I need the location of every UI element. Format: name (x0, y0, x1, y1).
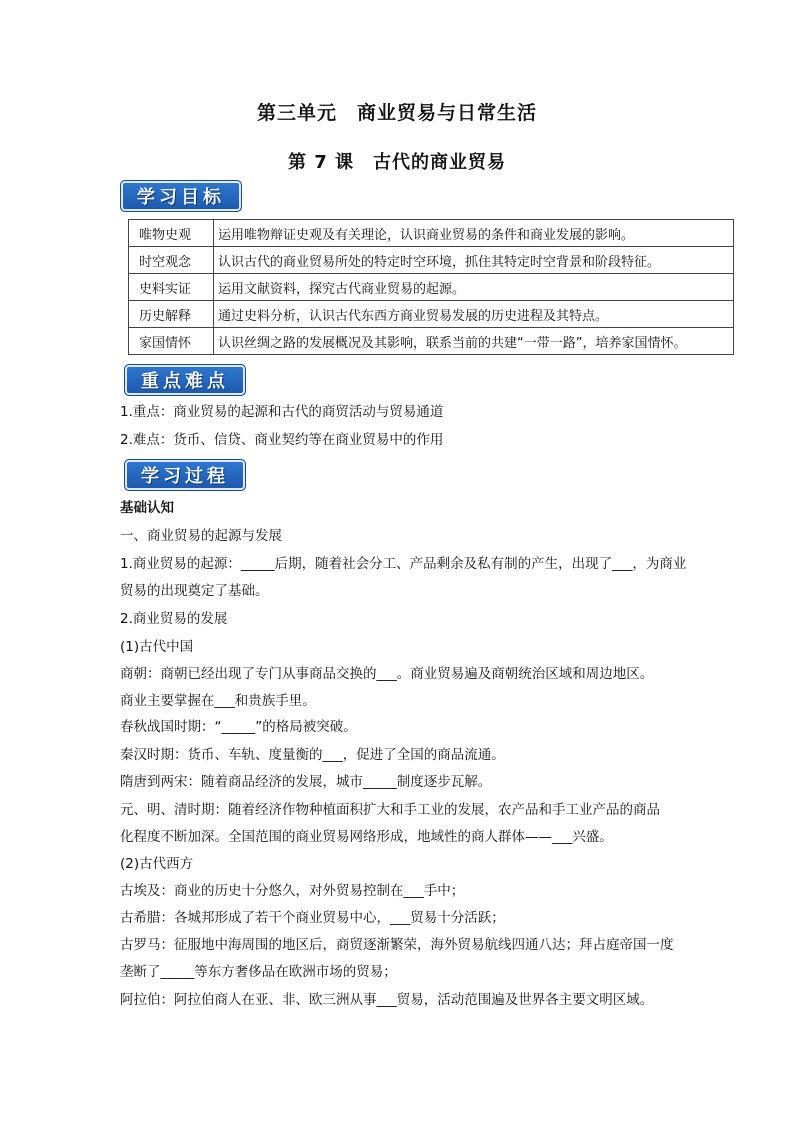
table-key: 历史解释 (129, 301, 214, 328)
section-heading: 基础认知 (120, 500, 174, 516)
key-point-1: 1.重点：商业贸易的起源和古代的商贸活动与贸易通道 (120, 404, 444, 420)
table-value: 运用文献资料，探究古代商业贸易的起源。 (214, 274, 734, 301)
table-key: 家国情怀 (129, 328, 214, 355)
body-line: 商朝：商朝已经出现了专门从事商品交换的___。商业贸易遍及商朝统治区域和周边地区。 (120, 666, 654, 682)
body-line: 隋唐到两宋：随着商品经济的发展，城市_____制度逐步瓦解。 (120, 774, 492, 790)
body-line: 秦汉时期：货币、车轨、度量衡的___，促进了全国的商品流通。 (120, 747, 505, 763)
table-value: 通过史料分析，认识古代东西方商业贸易发展的历史进程及其特点。 (214, 301, 734, 328)
body-line: 古埃及：商业的历史十分悠久，对外贸易控制在___手中； (120, 883, 465, 899)
body-line: 元、明、清时期：随着经济作物种植面积扩大和手工业的发展，农产品和手工业产品的商品 (120, 802, 660, 818)
table-key: 史料实证 (129, 274, 214, 301)
table-row (129, 247, 734, 274)
key-points-badge: 重点难点 (124, 364, 246, 396)
table-value: 认识丝绸之路的发展概况及其影响，联系当前的共建“一带一路”，培养家国情怀。 (214, 328, 734, 355)
body-line: 1.商业贸易的起源：_____后期，随着社会分工、产品剩余及私有制的产生，出现了___，为商业 (120, 556, 687, 572)
body-line: 化程度不断加深。全国范围的商业贸易网络形成，地域性的商人群体——___兴盛。 (120, 829, 613, 845)
lesson-title: 第 7 课 古代的商业贸易 (287, 152, 507, 173)
process-badge: 学习过程 (124, 459, 246, 491)
table-value: 认识古代的商业贸易所处的特定时空环境，抓住其特定时空背景和阶段特征。 (214, 247, 734, 274)
body-line: 2.商业贸易的发展 (120, 611, 228, 627)
body-line: 阿拉伯：阿拉伯商人在亚、非、欧三洲从事___贸易，活动范围遍及世界各主要文明区域。 (120, 992, 654, 1008)
table-key: 时空观念 (129, 247, 214, 274)
table-row (129, 274, 734, 301)
table-row (129, 220, 734, 247)
unit-title: 第三单元 商业贸易与日常生活 (256, 102, 537, 124)
body-line: (2)古代西方 (120, 856, 194, 872)
table-key: 唯物史观 (129, 220, 214, 247)
table-row (129, 301, 734, 328)
objectives-table (128, 219, 734, 355)
body-line: 垄断了_____等东方奢侈品在欧洲市场的贸易； (120, 964, 397, 980)
key-point-2: 2.难点：货币、信贷、商业契约等在商业贸易中的作用 (120, 432, 444, 448)
table-row (129, 328, 734, 355)
body-line: 春秋战国时期：“_____”的格局被突破。 (120, 719, 357, 735)
body-line: (1)古代中国 (120, 639, 194, 655)
objectives-badge: 学习目标 (120, 180, 242, 212)
body-line: 古希腊：各城邦形成了若干个商业贸易中心，___贸易十分活跃； (120, 910, 505, 926)
table-value: 运用唯物辩证史观及有关理论，认识商业贸易的条件和商业发展的影响。 (214, 220, 734, 247)
body-line: 古罗马：征服地中海周围的地区后，商贸逐渐繁荣，海外贸易航线四通八达；拜占庭帝国一度 (120, 937, 674, 953)
body-line: 一、商业贸易的起源与发展 (120, 528, 282, 544)
body-line: 贸易的出现奠定了基础。 (120, 583, 269, 599)
body-line: 商业主要掌握在___和贵族手里。 (120, 693, 316, 709)
